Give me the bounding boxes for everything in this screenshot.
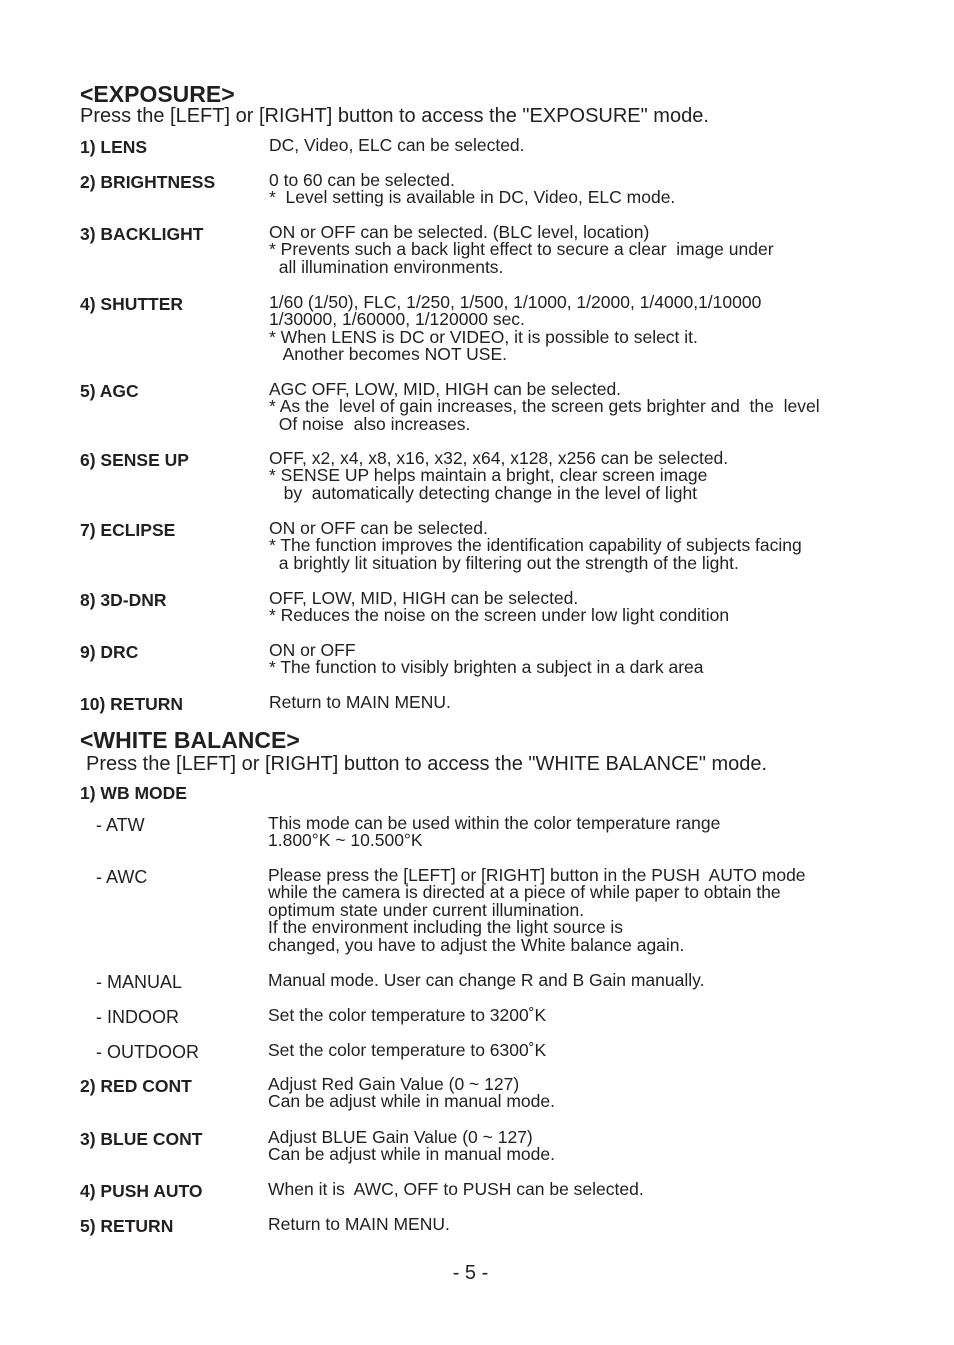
- description-line: Of noise also increases.: [269, 413, 471, 434]
- description-line: 0 to 60 can be selected.: [269, 170, 455, 190]
- description-line: * Prevents such a back light effect to secure a clear image under: [269, 239, 774, 260]
- item-label: 4) PUSH AUTO: [80, 1181, 203, 1201]
- item-description: [269, 172, 909, 207]
- item-description: [268, 815, 908, 850]
- item-description: [268, 1007, 908, 1024]
- exposure-title: <EXPOSURE>: [80, 81, 235, 107]
- description-line: Return to MAIN MENU.: [269, 692, 451, 712]
- description-line: ON or OFF: [269, 640, 356, 660]
- item-label: 9) DRC: [80, 642, 139, 662]
- item-label: 10) RETURN: [80, 694, 184, 714]
- white-balance-title: <WHITE BALANCE>: [80, 727, 300, 753]
- description-line: DC, Video, ELC can be selected.: [269, 135, 525, 155]
- description-line: * Reduces the noise on the screen under low light condition: [269, 605, 730, 626]
- description-line: by automatically detecting change in the level of light: [269, 482, 698, 503]
- description-line: AGC OFF, LOW, MID, HIGH can be selected.: [269, 379, 622, 399]
- item-description: [269, 642, 909, 677]
- item-description: [269, 520, 909, 572]
- description-line: optimum state under current illumination.: [268, 899, 585, 920]
- description-line: OFF, x2, x4, x8, x16, x32, x64, x128, x256 can be selected.: [269, 448, 729, 468]
- item-label: 1) WB MODE: [80, 783, 187, 803]
- item-label: 5) AGC: [80, 381, 139, 401]
- description-line: This mode can be used within the color temperature range: [268, 813, 721, 833]
- item-description: [268, 1216, 908, 1233]
- item-description: [268, 1129, 908, 1164]
- item-description: [269, 224, 909, 276]
- description-line: ON or OFF can be selected. (BLC level, location): [269, 222, 650, 242]
- description-line: 1/30000, 1/60000, 1/120000 sec.: [269, 309, 525, 330]
- description-line: Adjust BLUE Gain Value (0 ~ 127): [268, 1127, 533, 1147]
- description-line: * When LENS is DC or VIDEO, it is possible to select it.: [269, 326, 698, 347]
- item-label: - MANUAL: [96, 972, 183, 992]
- description-line: ON or OFF can be selected.: [269, 518, 488, 538]
- item-description: [268, 1181, 908, 1198]
- exposure-intro: Press the [LEFT] or [RIGHT] button to access the "EXPOSURE" mode.: [80, 105, 709, 127]
- description-line: Return to MAIN MENU.: [268, 1214, 450, 1234]
- description-line: Can be adjust while in manual mode.: [268, 1091, 555, 1112]
- item-label: 5) RETURN: [80, 1216, 174, 1236]
- item-description: [269, 694, 909, 711]
- item-description: [269, 294, 909, 364]
- item-description: [268, 867, 908, 954]
- description-line: Please press the [LEFT] or [RIGHT] button in the PUSH AUTO mode: [268, 865, 806, 885]
- description-line: 1.800°K ~ 10.500°K: [268, 830, 423, 851]
- description-line: Adjust Red Gain Value (0 ~ 127): [268, 1074, 520, 1094]
- description-line: * The function improves the identification capability of subjects facing: [269, 535, 802, 556]
- description-line: If the environment including the light source is: [268, 917, 624, 938]
- description-line: When it is AWC, OFF to PUSH can be selected.: [268, 1179, 644, 1199]
- item-label: - AWC: [96, 867, 148, 887]
- item-description: [269, 137, 909, 154]
- item-description: [269, 590, 909, 625]
- item-label: 2) BRIGHTNESS: [80, 172, 216, 192]
- page-number: - 5 -: [452, 1262, 489, 1284]
- description-line: all illumination environments.: [269, 256, 504, 277]
- item-description: [268, 1042, 908, 1059]
- description-line: changed, you have to adjust the White balance again.: [268, 934, 685, 955]
- item-label: 7) ECLIPSE: [80, 520, 176, 540]
- description-line: Manual mode. User can change R and B Gain manually.: [268, 970, 705, 990]
- item-label: - OUTDOOR: [96, 1042, 199, 1062]
- item-description: [269, 450, 909, 502]
- description-line: 1/60 (1/50), FLC, 1/250, 1/500, 1/1000, 1/2000, 1/4000,1/10000: [269, 292, 762, 312]
- description-line: Can be adjust while in manual mode.: [268, 1144, 555, 1165]
- description-line: * SENSE UP helps maintain a bright, clear screen image: [269, 465, 708, 486]
- item-label: 2) RED CONT: [80, 1076, 192, 1096]
- item-label: 8) 3D-DNR: [80, 590, 167, 610]
- item-description: [268, 972, 908, 989]
- item-label: 6) SENSE UP: [80, 450, 189, 470]
- item-description: [269, 381, 909, 433]
- description-line: Another becomes NOT USE.: [269, 344, 507, 365]
- item-label: 3) BLUE CONT: [80, 1129, 203, 1149]
- description-line: Set the color temperature to 6300˚K: [268, 1040, 547, 1060]
- item-label: 1) LENS: [80, 137, 148, 157]
- white-balance-intro: Press the [LEFT] or [RIGHT] button to access the "WHITE BALANCE" mode.: [86, 753, 768, 775]
- item-description: [268, 1076, 908, 1111]
- description-line: while the camera is directed at a piece of while paper to obtain the: [268, 882, 781, 903]
- item-label: - INDOOR: [96, 1007, 179, 1027]
- description-line: a brightly lit situation by filtering out the strength of the light.: [269, 552, 739, 573]
- description-line: OFF, LOW, MID, HIGH can be selected.: [269, 588, 579, 608]
- description-line: * The function to visibly brighten a subject in a dark area: [269, 657, 704, 678]
- description-line: * As the level of gain increases, the screen gets brighter and the level: [269, 396, 820, 417]
- item-label: 4) SHUTTER: [80, 294, 184, 314]
- item-label: - ATW: [96, 815, 145, 835]
- description-line: * Level setting is available in DC, Video, ELC mode.: [269, 187, 676, 208]
- description-line: Set the color temperature to 3200˚K: [268, 1005, 547, 1025]
- item-label: 3) BACKLIGHT: [80, 224, 204, 244]
